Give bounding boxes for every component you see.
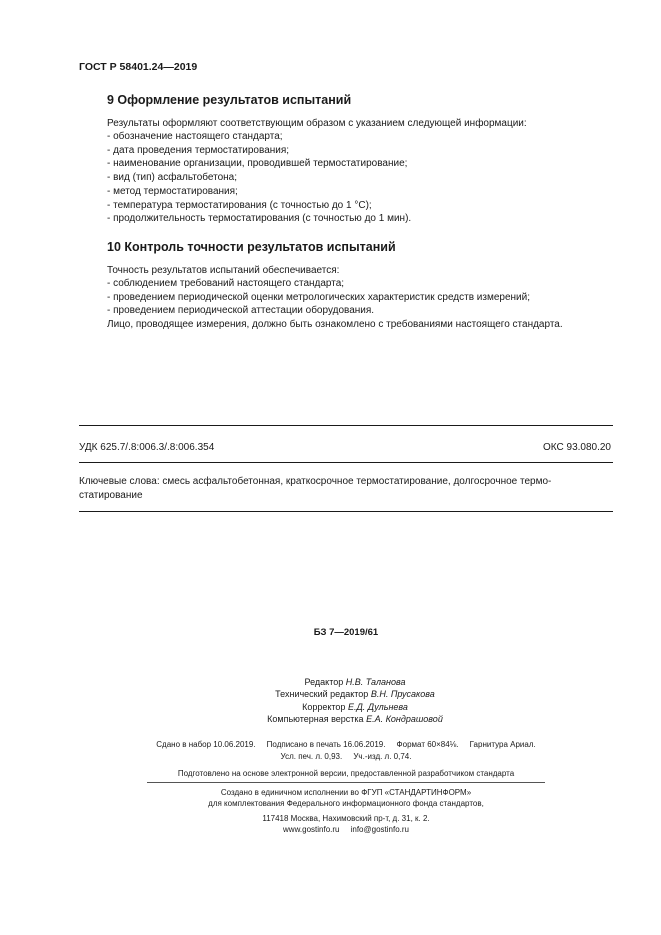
credits-block	[230, 676, 480, 725]
section-10-intro: Точность результатов испытаний обеспечивается:	[107, 265, 340, 276]
imprint-divider	[147, 782, 545, 783]
credit-role: Компьютерная верстка	[267, 713, 364, 724]
list-item: - проведением периодической аттестации оборудования.	[107, 305, 375, 317]
list-item: - температура термостатирования (с точностью до 1 °С);	[107, 199, 372, 211]
credit-name: В.Н. Прусакова	[370, 689, 435, 700]
oks-code: ОКС 93.080.20	[543, 442, 611, 453]
credit-role: Корректор	[302, 701, 346, 712]
publisher-address: 117418 Москва, Нахимовский пр-т, д. 31, к. 2.	[262, 814, 430, 823]
list-item: - продолжительность термостатирования (с точностью до 1 мин).	[107, 213, 412, 225]
list-item: - наименование организации, проводившей термостатирование;	[107, 158, 408, 170]
credit-name: Е.Д. Дульнева	[347, 701, 408, 712]
list-item: - вид (тип) асфальтобетона;	[107, 172, 238, 184]
bz-number: БЗ 7—2019/61	[313, 627, 379, 638]
section-10-closing: Лицо, проводящее измерения, должно быть ознакомлено с требованиями настоящего стандарта.	[107, 319, 563, 330]
created-line-2: для комплектования Федерального информационного фонда стандартов,	[208, 799, 484, 808]
prepared-note: Подготовлено на основе электронной версии, предоставленной разработчиком стандарта	[177, 769, 515, 778]
divider-bottom	[79, 511, 613, 512]
keywords-line-2: статирование	[79, 490, 143, 501]
print-details-1: Сдано в набор 10.06.2019. Подписано в печать 16.06.2019. Формат 60×84⅛. Гарнитура Ариал.	[156, 740, 536, 749]
credit-name: Е.А. Кондрашовой	[366, 713, 443, 724]
section-10-list	[107, 277, 530, 318]
credit-line	[230, 701, 480, 713]
divider-middle	[79, 462, 613, 463]
credit-role: Технический редактор	[275, 689, 369, 700]
list-item: - дата проведения термостатирования;	[107, 144, 290, 156]
credit-role: Редактор	[304, 677, 344, 687]
udk-code: УДК 625.7/.8:006.3/.8:006.354	[79, 442, 215, 453]
divider-top	[79, 425, 613, 426]
document-code: ГОСТ Р 58401.24—2019	[79, 61, 198, 73]
publisher-web: www.gostinfo.ru info@gostinfo.ru	[283, 825, 409, 834]
list-item: - метод термостатирования;	[107, 185, 238, 197]
credit-name: Н.В. Таланова	[345, 677, 406, 687]
section-9-intro: Результаты оформляют соответствующим образом с указанием следующей информации:	[107, 118, 527, 129]
section-9-title: 9 Оформление результатов испытаний	[107, 93, 352, 107]
section-9-list	[107, 130, 411, 226]
list-item: - проведением периодической оценки метрологических характеристик средств измерений;	[107, 291, 530, 303]
created-line-1: Создано в единичном исполнении во ФГУП «СТАНДАРТИНФОРМ»	[220, 788, 472, 797]
credit-line	[230, 713, 480, 725]
credit-line	[230, 676, 480, 688]
list-item: - соблюдением требований настоящего стандарта;	[107, 278, 345, 289]
print-details-2: Усл. печ. л. 0,93. Уч.-изд. л. 0,74.	[280, 752, 412, 761]
list-item: - обозначение настоящего стандарта;	[107, 131, 283, 142]
section-10-title: 10 Контроль точности результатов испытаний	[107, 240, 396, 254]
keywords-line-1: Ключевые слова: смесь асфальтобетонная, краткосрочное термостатирование, долгосрочное термо-	[79, 476, 552, 487]
credit-line	[230, 688, 480, 700]
